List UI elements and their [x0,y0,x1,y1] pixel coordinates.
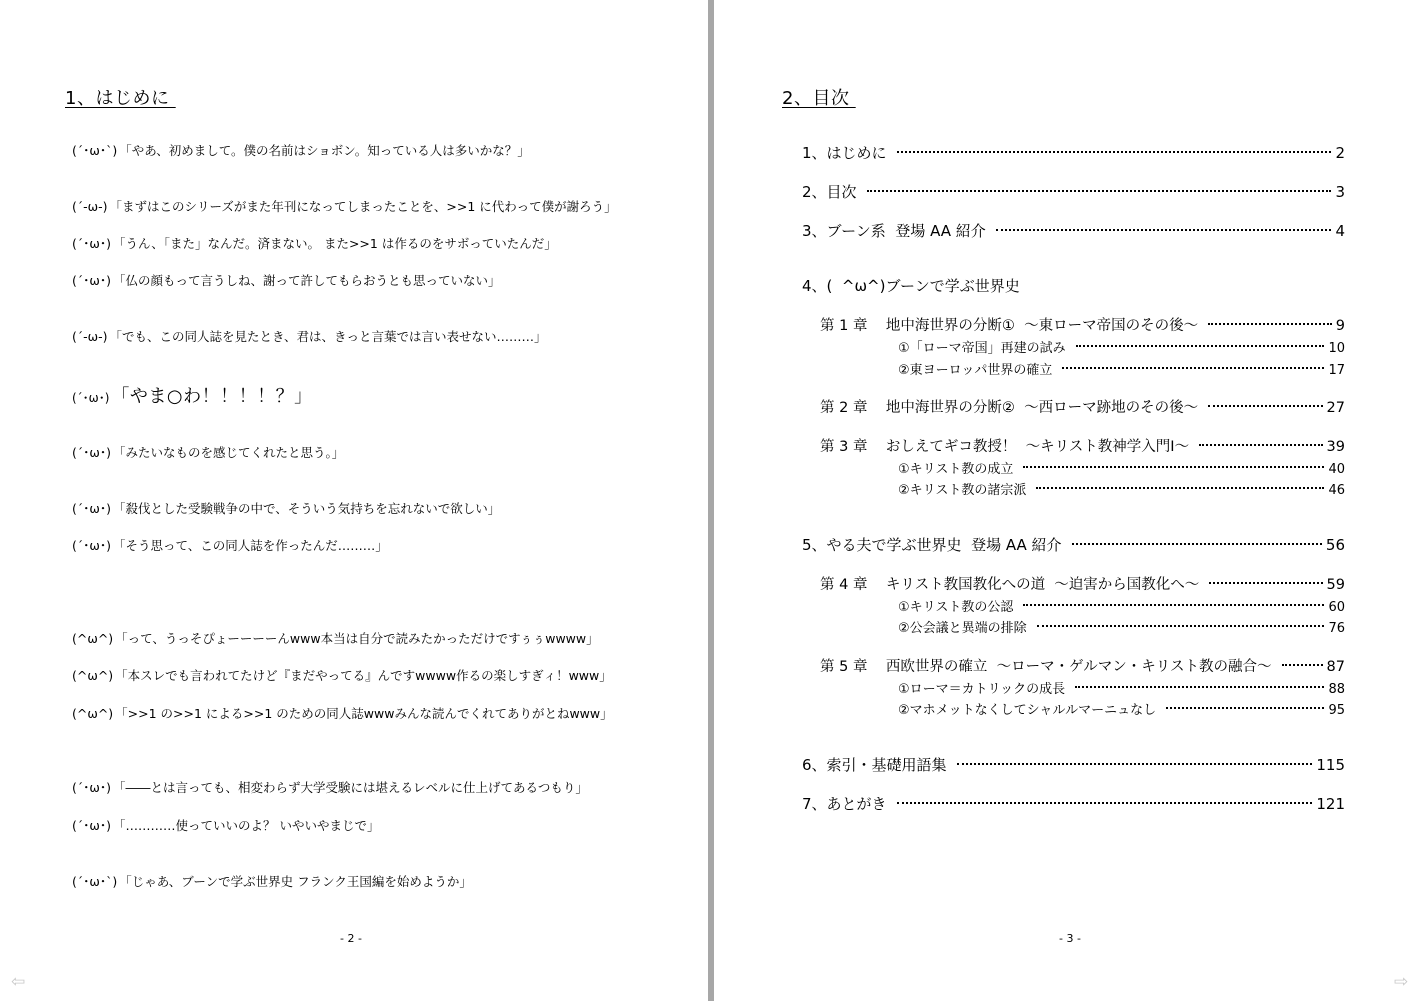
toc-subsection [898,617,1345,636]
toc-leader [1208,405,1322,407]
section-heading-intro: 1、はじめに [65,88,176,109]
toc-page: 3 [1335,183,1345,201]
toc-leader [1062,367,1324,369]
toc-chapter [820,396,1345,417]
toc-chapter [820,573,1345,594]
toc-title: 第 3 章 おしえてギコ教授！ ～キリスト教神学入門Ⅰ～ [820,439,1190,455]
toc-page: 46 [1328,483,1345,498]
toc-subsection [898,678,1345,697]
speaker-face: (´･ω･`) [72,143,118,158]
toc-title: ②マホメットなくしてシャルルマーニュなし [898,703,1157,718]
toc-page: 56 [1325,536,1345,554]
toc-title: 2、目次 [802,183,857,201]
dialogue-text: 「って、うっそぴょーーーーんwww本当は自分で読みたかっただけですぅぅwwww」 [115,631,599,646]
toc-leader [1199,444,1322,446]
speaker-face: (´･ω･) [72,538,111,553]
dialogue-line [72,666,612,684]
page-number: - 2 - [340,932,362,945]
toc-chapter [820,435,1345,456]
toc-page: 60 [1328,600,1345,615]
toc-title: ①ローマ＝カトリックの成長 [898,682,1066,697]
toc-leader [957,763,1313,765]
dialogue-line [72,629,599,647]
toc-entry [802,181,1345,202]
toc-title: 第 5 章 西欧世界の確立 ～ローマ・ゲルマン・キリスト教の融合～ [820,659,1272,675]
toc-page: 95 [1328,703,1345,718]
dialogue-text: 「…………使っていいのよ？ いやいやまじで」 [112,818,380,833]
toc-title: ②東ヨーロッパ世界の確立 [898,363,1053,378]
dialogue-text: 「――とは言っても、相変わらず大学受験には堪えるレベルに仕上げてあるつもり」 [112,780,588,795]
toc-page: 4 [1335,222,1345,240]
speaker-face: (´-ω-) [72,199,108,214]
dialogue-text: 「まずはこのシリーズがまた年刊になってしまったことを、>>1 に代わって僕が謝ろう」 [109,199,617,214]
toc-leader [1209,582,1322,584]
toc-leader [1076,345,1325,347]
dialogue-line [72,778,588,796]
toc-title: 6、索引・基礎用語集 [802,756,947,774]
toc-page: 59 [1326,577,1345,593]
toc-leader [897,802,1313,804]
dialogue-text: 「仏の顔もって言うしね、謝って許してもらおうとも思っていない」 [112,273,501,288]
toc-page: 115 [1316,756,1345,774]
speaker-face: (´･ω･) [72,273,111,288]
toc-title: 7、あとがき [802,795,887,813]
speaker-face: (´･ω･) [72,780,111,795]
dialogue-text: 「うん、「また」なんだ。済まない。 また>>1 は作るのをサボっていたんだ」 [112,236,557,251]
toc-leader [1023,466,1324,468]
toc-subsection [898,699,1345,718]
dialogue-text: 「やま○わ！！！！？」 [111,386,313,407]
toc-leader [1072,543,1322,545]
dialogue-line [72,443,344,461]
toc-leader [1023,604,1324,606]
toc-title: 第 1 章 地中海世界の分断① ～東ローマ帝国のその後～ [820,318,1199,334]
speaker-face: (´･ω･) [72,236,111,251]
toc-entry [802,534,1345,555]
dialogue-line [72,271,501,289]
dialogue-text: 「そう思って、この同人誌を作ったんだ………」 [112,538,388,553]
toc-chapter [820,655,1345,676]
dialogue-line [72,499,500,517]
toc-title: 5、やる夫で学ぶ世界史 登場 AA 紹介 [802,536,1062,554]
arrow-left-icon[interactable]: ⇦ [11,972,26,992]
dialogue-line [72,816,379,834]
toc-page: 2 [1335,144,1345,162]
toc-title: 第 4 章 キリスト教国教化への道 ～迫害から国教化へ～ [820,577,1200,593]
dialogue-text: 「>>1 の>>1 による>>1 のための同人誌wwwみんな読んでくれてありがとねwww」 [115,706,613,721]
speaker-face: (^ω^) [72,631,114,646]
toc-page: 76 [1328,621,1345,636]
arrow-right-icon[interactable]: ⇨ [1394,972,1409,992]
toc-subsection [898,337,1345,356]
dialogue-line [72,327,547,345]
toc-title: 第 2 章 地中海世界の分断② ～西ローマ跡地のその後～ [820,400,1199,416]
toc-title: 1、はじめに [802,144,887,162]
toc-title: ①キリスト教の公認 [898,600,1014,615]
toc-title: 4、( ^ω^)ブーンで学ぶ世界史 [802,277,1020,295]
toc-page: 17 [1328,363,1345,378]
toc-leader [867,190,1332,192]
toc-entry [802,275,1020,296]
toc-page: 121 [1316,795,1345,813]
toc-subsection [898,458,1345,477]
toc-page: 10 [1328,341,1345,356]
dialogue-line [72,872,472,890]
toc-leader [1075,686,1324,688]
toc-title: ②公会議と異端の排除 [898,621,1027,636]
toc-title: ①「ローマ帝国」再建の試み [898,341,1066,356]
toc-page: 87 [1326,659,1345,675]
toc-entry [802,793,1345,814]
toc-leader [897,151,1332,153]
toc-leader [1166,707,1324,709]
toc-leader [996,229,1332,231]
toc-page: 40 [1328,462,1345,477]
page-number: - 3 - [1059,932,1081,945]
dialogue-text: 「殺伐とした受験戦争の中で、そういう気持ちを忘れないで欲しい」 [112,501,501,516]
toc-chapter [820,314,1345,335]
toc-page: 88 [1328,682,1345,697]
dialogue-text: 「みたいなものを感じてくれたと思う。」 [112,445,345,460]
speaker-face: (´･ω･) [72,391,110,405]
left-page [0,0,708,1001]
section-heading-contents: 2、目次 [782,88,856,109]
toc-leader [1037,625,1325,627]
speaker-face: (^ω^) [72,706,114,721]
toc-entry [802,142,1345,163]
toc-title: 3、ブーン系 登場 AA 紹介 [802,222,986,240]
toc-entry [802,220,1345,241]
toc-leader [1036,487,1324,489]
speaker-face: (´-ω-) [72,329,108,344]
toc-page: 9 [1335,318,1345,334]
toc-entry [802,754,1345,775]
toc-title: ①キリスト教の成立 [898,462,1014,477]
toc-page: 27 [1326,400,1345,416]
dialogue-line [72,234,557,252]
toc-subsection [898,479,1345,498]
toc-leader [1282,664,1323,666]
dialogue-text: 「でも、この同人誌を見たとき、君は、きっと言葉では言い表せない………」 [109,329,547,344]
dialogue-line-emphasis [72,382,313,408]
speaker-face: (´･ω･`) [72,874,118,889]
dialogue-text: 「本スレでも言われてたけど『まだやってる』んですwwww作るの楽しすぎィ！www」 [115,668,612,683]
speaker-face: (´･ω･) [72,818,111,833]
toc-page: 39 [1326,439,1345,455]
dialogue-line [72,704,613,722]
speaker-face: (^ω^) [72,668,114,683]
toc-subsection [898,359,1345,378]
right-page [714,0,1423,1001]
speaker-face: (´･ω･) [72,501,111,516]
dialogue-text: 「じゃあ、ブーンで学ぶ世界史 フランク王国編を始めようか」 [119,874,472,889]
dialogue-line [72,536,388,554]
dialogue-line [72,141,530,159]
toc-leader [1208,323,1332,325]
dialogue-line [72,197,617,215]
dialogue-text: 「やあ、初めまして。僕の名前はショボン。知っている人は多いかな？」 [119,143,530,158]
toc-subsection [898,596,1345,615]
speaker-face: (´･ω･) [72,445,111,460]
toc-title: ②キリスト教の諸宗派 [898,483,1027,498]
